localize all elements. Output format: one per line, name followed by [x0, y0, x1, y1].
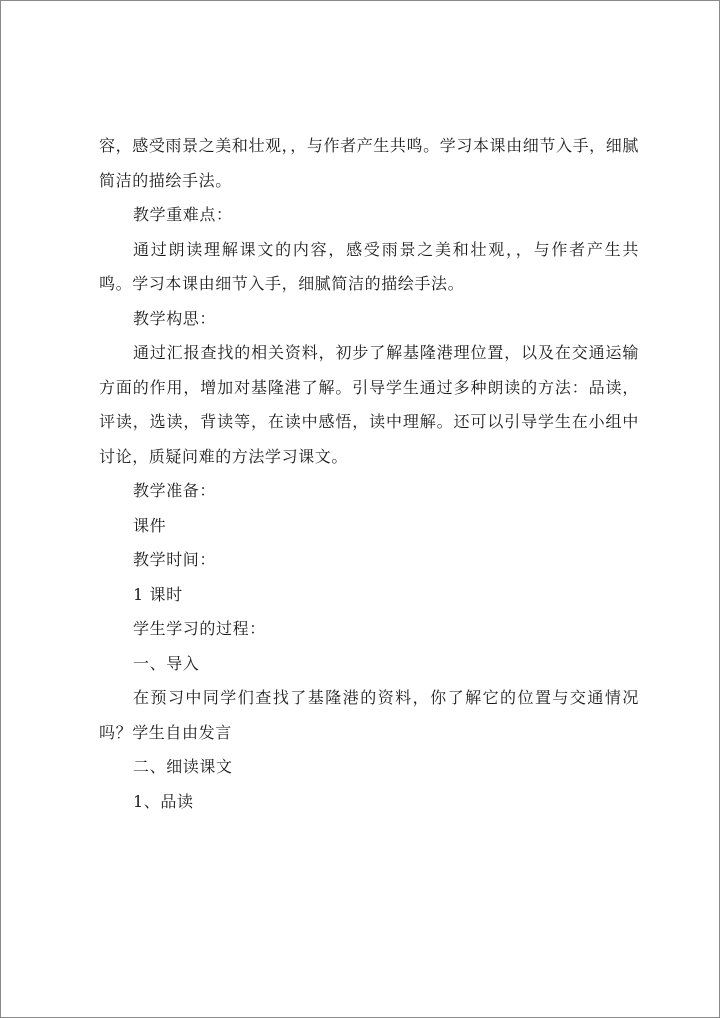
paragraph-introduction: 在预习中同学们查找了基隆港的资料，你了解它的位置与交通情况吗？学生自由发言 — [99, 688, 639, 742]
heading-teaching-time: 教学时间： — [133, 550, 217, 569]
subsection-reading: 1、品读 — [133, 791, 194, 811]
heading-key-points: 教学重难点： — [133, 205, 233, 224]
heading-learning-process: 学生学习的过程： — [133, 619, 266, 638]
document-body — [99, 129, 639, 819]
section-close-reading: 二、细读课文 — [133, 757, 233, 776]
paragraph-continuation: 容，感受雨景之美和壮观，，与作者产生共鸣。学习本课由细节入手，细腻简洁的描绘手法。 — [99, 136, 639, 190]
paragraph-preparation: 课件 — [133, 515, 167, 535]
section-introduction: 一、导入 — [133, 653, 200, 673]
paragraph-teaching-time: 1 课时 — [133, 584, 183, 604]
heading-teaching-design: 教学构思： — [133, 308, 217, 328]
paragraph-key-points: 通过朗读理解课文的内容，感受雨景之美和壮观，，与作者产生共鸣。学习本课由细节入手，细腻简洁的描绘手法。 — [99, 239, 639, 293]
paragraph-teaching-design: 通过汇报查找的相关资料，初步了解基隆港理位置，以及在交通运输方面的作用，增加对基隆港了解。引导学生通过多种朗读的方法：品读，评读，选读，背读等，在读中感悟，读中理解。还可以引导学生在小组中讨论，质疑问难的方法学习课文。 — [99, 343, 639, 466]
heading-preparation: 教学准备： — [133, 481, 217, 500]
